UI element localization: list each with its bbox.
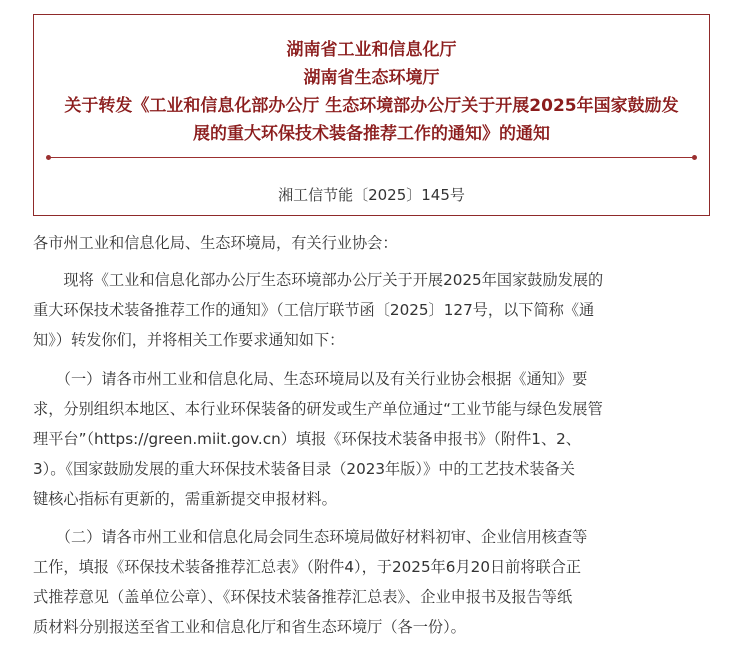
- divider-dot-right: [692, 155, 697, 160]
- salutation: 各市州工业和信息化局、生态环境局，有关行业协会：: [33, 234, 398, 252]
- body-line: 式推荐意见（盖单位公章）、《环保技术装备推荐汇总表》、企业申报书及报告等纸: [33, 588, 573, 606]
- header-divider: [48, 157, 695, 158]
- body-line: 现将《工业和信息化部办公厅生态环境部办公厅关于开展2025年国家鼓励发展的: [33, 271, 604, 289]
- document-title-line-2: 展的重大环保技术装备推荐工作的通知》的通知: [193, 124, 550, 144]
- body-line: 知》）转发你们，并将相关工作要求通知如下：: [33, 331, 345, 349]
- body-line: 质材料分别报送至省工业和信息化厅和省生态环境厅（各一份）。: [33, 618, 466, 636]
- body-line: 键核心指标有更新的，需重新提交申报材料。: [33, 490, 337, 508]
- body-line: （一）请各市州工业和信息化局、生态环境局以及有关行业协会根据《通知》要: [33, 370, 588, 388]
- document-title-line-1: 关于转发《工业和信息化部办公厅 生态环境部办公厅关于开展2025年国家鼓励发: [64, 96, 679, 116]
- issuer-name-1: 湖南省工业和信息化厅: [286, 40, 457, 60]
- issuer-name-2: 湖南省生态环境厅: [303, 68, 440, 88]
- body-line: 重大环保技术装备推荐工作的通知》（工信厅联节函〔2025〕127号，以下简称《通: [33, 301, 595, 319]
- body-line: 工作，填报《环保技术装备推荐汇总表》（附件4），于2025年6月20日前将联合正: [33, 558, 582, 576]
- body-line: 求，分别组织本地区、本行业环保装备的研发或生产单位通过“工业节能与绿色发展管: [33, 400, 603, 418]
- body-line: 理平台”（https://green.miit.gov.cn）填报《环保技术装备申报书》（附件1、2、: [33, 430, 581, 448]
- body-line: 3）。《国家鼓励发展的重大环保技术装备目录（2023年版）》中的工艺技术装备关: [33, 460, 575, 478]
- document-number: 湘工信节能〔2025〕145号: [278, 186, 465, 204]
- document-header: [33, 14, 710, 216]
- divider-dot-left: [46, 155, 51, 160]
- body-line: （二）请各市州工业和信息化局会同生态环境局做好材料初审、企业信用核查等: [33, 528, 588, 546]
